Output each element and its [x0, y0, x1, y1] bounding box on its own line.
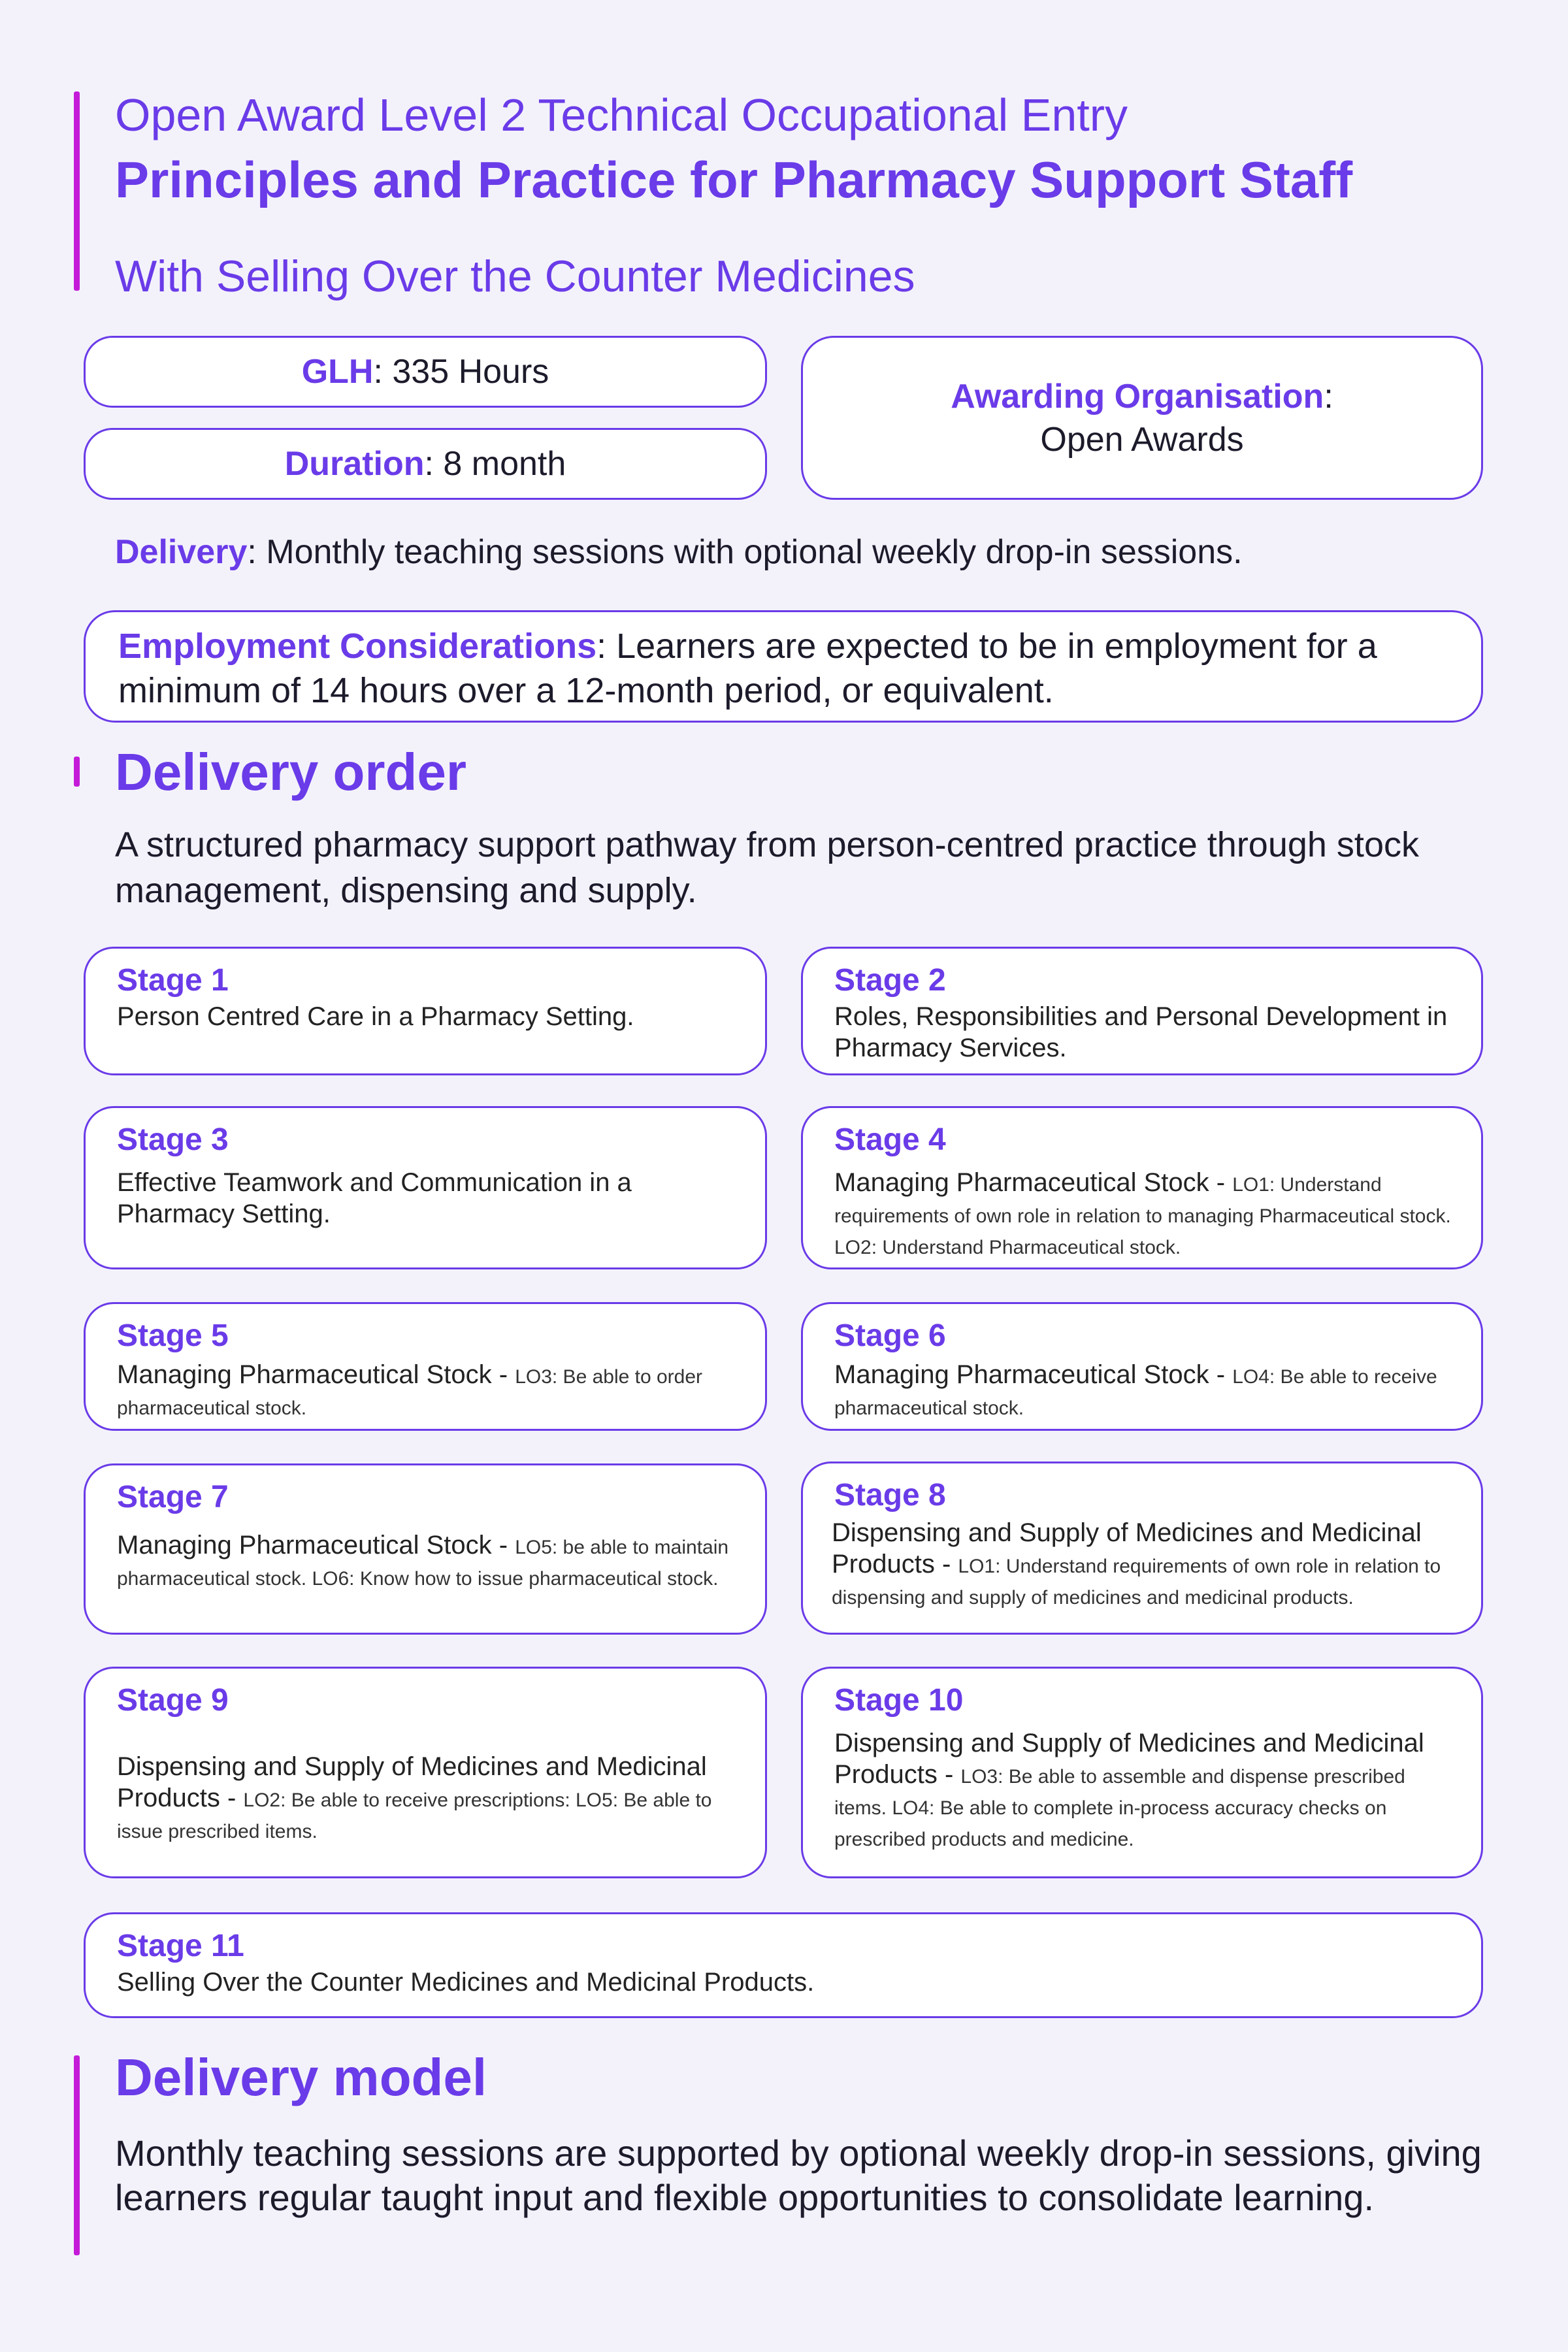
stage-detail: LO1: Understand requirements of own role in relation to managing Pharmaceutical stock. LO2: Understand Pharmaceutical stock.	[834, 1174, 1451, 1258]
employment-value: : Learners are expected to be in employment for a minimum of 14 hours over a 12-month period, or equivalent.	[118, 627, 1377, 710]
stage-title: Managing Pharmaceutical Stock -	[117, 1531, 515, 1560]
subtitle: With Selling Over the Counter Medicines	[115, 252, 915, 301]
stage-label: Stage 11	[117, 1929, 244, 1963]
stage-body	[834, 1727, 1452, 1853]
duration-value: : 8 month	[424, 445, 566, 483]
stage-title: Managing Pharmaceutical Stock -	[117, 1360, 515, 1389]
delivery-order-heading: Delivery order	[115, 743, 467, 801]
stage-card	[801, 1302, 1483, 1431]
stage-label: Stage 1	[117, 963, 229, 998]
org-colon: :	[1324, 377, 1333, 416]
stage-title: Dispensing and Supply of Medicines and Medicinal Products -	[834, 1729, 1424, 1789]
stage-title: Selling Over the Counter Medicines and Medicinal Products.	[117, 1968, 815, 1997]
stage-label: Stage 8	[834, 1478, 946, 1512]
stage-title: Effective Teamwork and Communication in a Pharmacy Setting.	[117, 1168, 632, 1228]
delivery-line	[115, 529, 1243, 575]
stage-card	[84, 947, 767, 1075]
stage-label: Stage 5	[117, 1318, 229, 1353]
employment-considerations-box	[84, 610, 1483, 723]
glh-label: GLH	[301, 353, 374, 391]
stage-label: Stage 7	[117, 1480, 229, 1514]
glh-pill	[84, 336, 767, 408]
stage-detail: LO3: Be able to assemble and dispense prescribed items. LO4: Be able to complete in-process accuracy checks on prescribed products and medicine.	[834, 1766, 1405, 1850]
stage-title: Dispensing and Supply of Medicines and Medicinal Products -	[832, 1518, 1422, 1578]
stage-detail: LO3: Be able to order pharmaceutical stock.	[117, 1366, 703, 1419]
stage-label: Stage 3	[117, 1122, 229, 1157]
header-accent-bar	[74, 91, 80, 291]
delivery-model-heading: Delivery model	[115, 2048, 487, 2106]
stage-detail: LO5: be able to maintain pharmaceutical stock. LO6: Know how to issue pharmaceutical stock.	[117, 1537, 729, 1590]
delivery-model-accent-bar	[74, 2055, 80, 2255]
stage-card	[84, 1106, 767, 1269]
stage-label: Stage 2	[834, 963, 946, 998]
glh-value: : 335 Hours	[373, 353, 549, 391]
org-label: Awarding Organisation	[951, 377, 1324, 416]
stage-card	[801, 1462, 1483, 1635]
stage-title: Managing Pharmaceutical Stock -	[834, 1168, 1233, 1197]
stage-body	[117, 1529, 736, 1592]
delivery-order-accent-bar	[74, 757, 80, 787]
stage-detail: LO4: Be able to receive pharmaceutical stock.	[834, 1366, 1437, 1419]
awarding-organisation-box	[801, 336, 1483, 500]
stage-card	[84, 1912, 1483, 2018]
org-value: Open Awards	[1040, 420, 1244, 459]
stage-title: Dispensing and Supply of Medicines and Medicinal Products -	[117, 1752, 707, 1812]
stage-card	[84, 1302, 767, 1431]
stage-title: Roles, Responsibilities and Personal Development in Pharmacy Services.	[834, 1002, 1448, 1062]
stage-label: Stage 4	[834, 1122, 946, 1157]
stage-title: Managing Pharmaceutical Stock -	[834, 1360, 1233, 1389]
stage-card	[84, 1667, 767, 1878]
stage-body	[117, 1751, 736, 1845]
employment-label: Employment Considerations	[118, 627, 597, 666]
duration-label: Duration	[284, 445, 425, 483]
stage-card	[84, 1463, 767, 1635]
stage-body	[834, 1359, 1452, 1422]
stage-label: Stage 10	[834, 1683, 964, 1718]
stage-body	[834, 1167, 1452, 1261]
stage-body	[117, 1359, 736, 1422]
stage-title: Person Centred Care in a Pharmacy Setting.	[117, 1002, 634, 1031]
delivery-model-text: Monthly teaching sessions are supported by optional weekly drop-in sessions, giving learners regular taught input and flexible opportunities to consolidate learning.	[115, 2132, 1482, 2218]
stage-body	[832, 1517, 1452, 1611]
duration-pill	[84, 428, 767, 500]
org-label-line	[951, 375, 1333, 418]
stage-card	[801, 947, 1483, 1075]
title-line-1: Open Award Level 2 Technical Occupational Entry	[115, 90, 1128, 140]
title-line-2: Principles and Practice for Pharmacy Support Staff	[115, 151, 1353, 208]
delivery-label: Delivery	[115, 533, 248, 571]
delivery-order-intro: A structured pharmacy support pathway from person-centred practice through stock management, dispensing and supply.	[115, 825, 1419, 910]
stage-detail: LO1: Understand requirements of own role in relation to dispensing and supply of medicines and medicinal products.	[832, 1556, 1441, 1609]
stage-label: Stage 6	[834, 1318, 946, 1353]
delivery-value: : Monthly teaching sessions with optional weekly drop-in sessions.	[247, 533, 1243, 571]
stage-card	[801, 1667, 1483, 1878]
stage-label: Stage 9	[117, 1683, 229, 1718]
stage-detail: LO2: Be able to receive prescriptions: LO5: Be able to issue prescribed items.	[117, 1789, 712, 1842]
stage-card	[801, 1106, 1483, 1269]
